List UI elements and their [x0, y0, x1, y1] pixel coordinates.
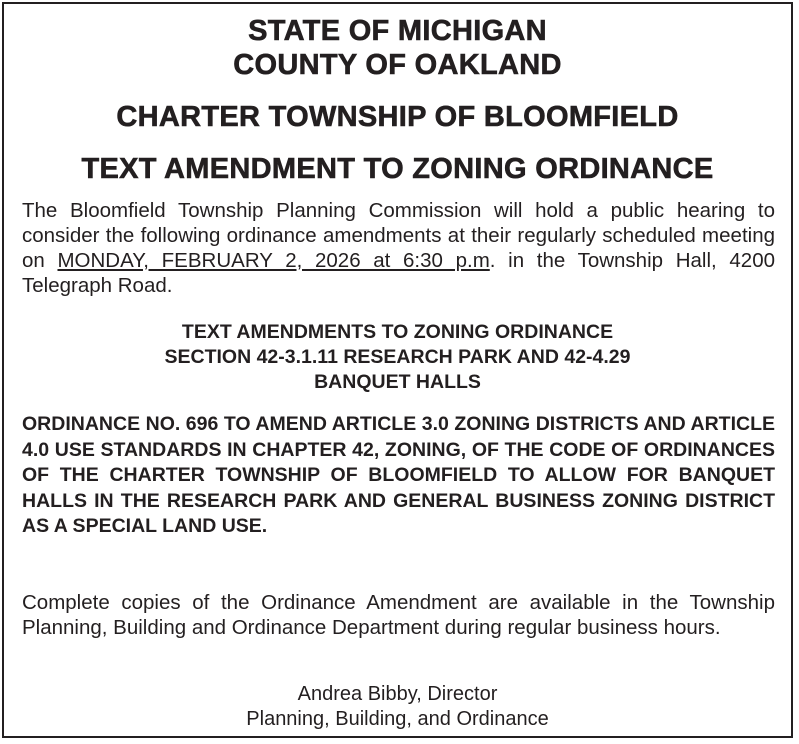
amendment-subheading-2: SECTION 42-3.1.11 RESEARCH PARK AND 42-4.29	[164, 346, 631, 368]
amendment-subheading-3: BANQUET HALLS	[314, 371, 481, 393]
state-heading: STATE OF MICHIGAN	[248, 15, 547, 47]
public-notice	[2, 2, 793, 738]
ordinance-paragraph: ORDINANCE NO. 696 TO AMEND ARTICLE 3.0 ZONING DISTRICTS AND ARTICLE 4.0 USE STANDARDS IN CHAPTER 42, ZONING, OF THE CODE OF ORDINANCES OF THE CHARTER TOWNSHIP OF BLOOMFIELD TO ALLOW FOR BANQUET HALLS IN THE RESEARCH PARK AND GENERAL BUSINESS ZONING DISTRICT AS A SPECIAL LAND USE.	[22, 413, 775, 538]
copies-paragraph: Complete copies of the Ordinance Amendment are available in the Township Planning, Building and Ordinance Department during regular business hours.	[22, 591, 775, 639]
signatory-name: Andrea Bibby, Director	[297, 683, 498, 705]
signatory-department: Planning, Building, and Ordinance	[246, 708, 549, 730]
intro-location: . in the Township Hall, 4200 Telegraph Road.	[22, 249, 775, 297]
notice-title: TEXT AMENDMENT TO ZONING ORDINANCE	[81, 153, 714, 185]
county-heading: COUNTY OF OAKLAND	[233, 49, 562, 81]
amendment-subheading-1: TEXT AMENDMENTS TO ZONING ORDINANCE	[181, 321, 614, 343]
intro-text: The Bloomfield Township Planning Commission will hold a public hearing to consider the following ordinance amendments at their regularly scheduled meeting on	[22, 199, 775, 272]
meeting-date-time: MONDAY, FEBRUARY 2, 2026 at 6:30 p.m	[57, 249, 490, 272]
intro-paragraph	[22, 198, 775, 298]
township-heading: CHARTER TOWNSHIP OF BLOOMFIELD	[116, 101, 679, 133]
